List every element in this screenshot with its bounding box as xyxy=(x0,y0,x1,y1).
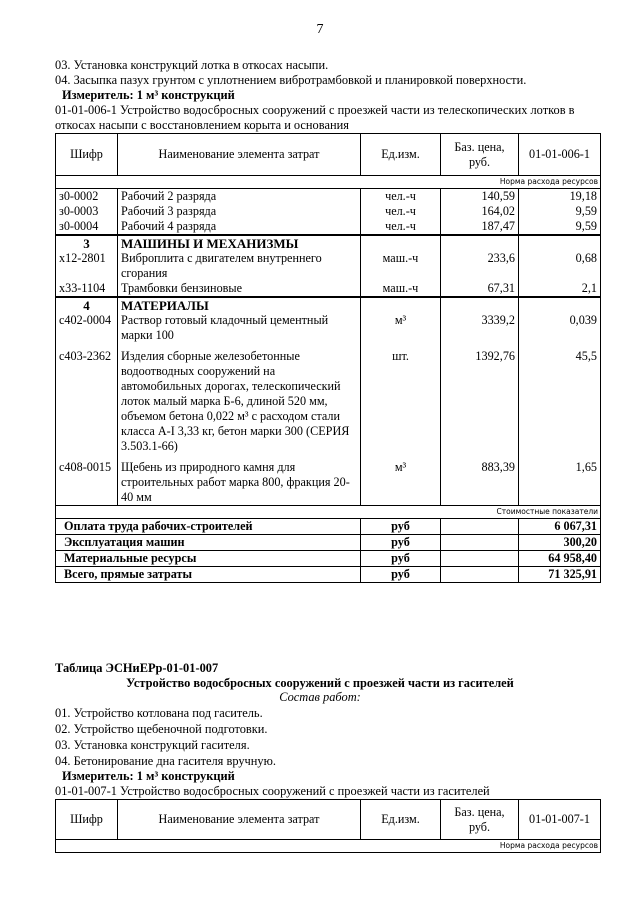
table-row xyxy=(56,349,601,460)
resource-code: с402-0004 xyxy=(56,313,118,349)
work-composition-heading: Состав работ: xyxy=(279,690,361,704)
resource-name: Изделия сборные железобетонные водоотводных сооружений на автомобильных дорогах, телескопический лоток малый марка Б-6, длиной 520 мм, объемом бетона 0,022 м³ с расходом стали класса А-I 3,33 кг, бетон марки 300 (СЕРИЯ 3.503.1-66) xyxy=(118,349,361,460)
resource-norm: 45,5 xyxy=(519,349,601,460)
section-row xyxy=(56,235,601,251)
resource-price: 233,6 xyxy=(441,251,519,281)
header-name: Наименование элемента затрат xyxy=(118,800,361,840)
section-number: 4 xyxy=(56,297,118,313)
table-row xyxy=(56,460,601,506)
total-empty xyxy=(441,519,519,535)
resource-unit: чел.-ч xyxy=(361,204,441,219)
work-item: 04. Бетонирование дна гасителя вручную. xyxy=(55,754,276,768)
total-value: 300,20 xyxy=(519,535,601,551)
resource-norm: 1,65 xyxy=(519,460,601,506)
table-row xyxy=(56,251,601,281)
total-unit: руб xyxy=(361,567,441,583)
total-name: Оплата труда рабочих-строителей xyxy=(56,519,361,535)
resource-price: 883,39 xyxy=(441,460,519,506)
resource-unit: шт. xyxy=(361,349,441,460)
total-unit: руб xyxy=(361,519,441,535)
work-item: 02. Устройство щебеночной подготовки. xyxy=(55,722,268,736)
resource-code: с403-2362 xyxy=(56,349,118,460)
table-header-row xyxy=(56,800,601,840)
total-value: 64 958,40 xyxy=(519,551,601,567)
resource-price: 1392,76 xyxy=(441,349,519,460)
table-subtitle: Устройство водосбросных сооружений с проезжей части из гасителей xyxy=(126,676,514,690)
resource-name: Виброплита с двигателем внутреннего сгорания xyxy=(118,251,361,281)
header-price: Баз. цена, руб. xyxy=(441,134,519,176)
resource-norm: 0,039 xyxy=(519,313,601,349)
total-empty xyxy=(441,567,519,583)
total-value: 71 325,91 xyxy=(519,567,601,583)
header-code: Шифр xyxy=(56,134,118,176)
measure-heading: Измеритель: 1 м³ конструкций xyxy=(62,769,235,783)
norm-code-description: 01-01-007-1 Устройство водосбросных сооружений с проезжей части из гасителей xyxy=(55,784,490,798)
resource-code: з0-0002 xyxy=(56,189,118,205)
measure-heading: Измеритель: 1 м³ конструкций xyxy=(62,88,235,102)
header-name: Наименование элемента затрат xyxy=(118,134,361,176)
header-norm: 01-01-006-1 xyxy=(519,134,601,176)
resource-norm: 9,59 xyxy=(519,204,601,219)
resource-norm: 9,59 xyxy=(519,219,601,235)
resource-price: 164,02 xyxy=(441,204,519,219)
resource-name: Рабочий 2 разряда xyxy=(118,189,361,205)
table-row xyxy=(56,313,601,349)
norm-label: Норма расхода ресурсов xyxy=(56,840,601,853)
table-row xyxy=(56,204,601,219)
resource-code: з0-0003 xyxy=(56,204,118,219)
total-row xyxy=(56,551,601,567)
header-unit: Ед.изм. xyxy=(361,134,441,176)
cost-label: Стоимостные показатели xyxy=(56,506,601,519)
work-item: 03. Установка конструкций гасителя. xyxy=(55,738,250,752)
total-empty xyxy=(441,535,519,551)
total-row xyxy=(56,535,601,551)
norm-label-row xyxy=(56,176,601,189)
norm-code-description: 01-01-006-1 Устройство водосбросных сооружений с проезжей части из телескопических лотков в xyxy=(55,103,575,117)
total-row xyxy=(56,519,601,535)
resource-table xyxy=(55,133,601,583)
work-item: 03. Установка конструкций лотка в откосах насыпи. xyxy=(55,58,329,72)
total-row xyxy=(56,567,601,583)
resource-unit: маш.-ч xyxy=(361,251,441,281)
work-item: 04. Засыпка пазух грунтом с уплотнением вибротрамбовкой и планировкой поверхности. xyxy=(55,73,527,87)
resource-price: 67,31 xyxy=(441,281,519,297)
total-name: Материальные ресурсы xyxy=(56,551,361,567)
total-empty xyxy=(441,551,519,567)
header-norm: 01-01-007-1 xyxy=(519,800,601,840)
section-number: 3 xyxy=(56,235,118,251)
total-value: 6 067,31 xyxy=(519,519,601,535)
resource-code: с408-0015 xyxy=(56,460,118,506)
resource-name: Рабочий 4 разряда xyxy=(118,219,361,235)
resource-table-2 xyxy=(55,799,601,853)
resource-code: з0-0004 xyxy=(56,219,118,235)
resource-norm: 2,1 xyxy=(519,281,601,297)
resource-code: х33-1104 xyxy=(56,281,118,297)
resource-name: Щебень из природного камня для строительных работ марка 800, фракция 20-40 мм xyxy=(118,460,361,506)
section-title: МАТЕРИАЛЫ xyxy=(118,297,361,313)
resource-price: 140,59 xyxy=(441,189,519,205)
cost-label-row xyxy=(56,506,601,519)
norm-label-row xyxy=(56,840,601,853)
resource-norm: 0,68 xyxy=(519,251,601,281)
section-row xyxy=(56,297,601,313)
resource-code: х12-2801 xyxy=(56,251,118,281)
header-code: Шифр xyxy=(56,800,118,840)
norm-label: Норма расхода ресурсов xyxy=(56,176,601,189)
total-unit: руб xyxy=(361,535,441,551)
table-row xyxy=(56,189,601,205)
total-name: Эксплуатация машин xyxy=(56,535,361,551)
resource-price: 187,47 xyxy=(441,219,519,235)
resource-name: Раствор готовый кладочный цементный марки 100 xyxy=(118,313,361,349)
table-row xyxy=(56,219,601,235)
resource-unit: маш.-ч xyxy=(361,281,441,297)
resource-norm: 19,18 xyxy=(519,189,601,205)
resource-name: Трамбовки бензиновые xyxy=(118,281,361,297)
norm-code-description-cont: откосах насыпи с восстановлением корыта и основания xyxy=(55,118,349,132)
resource-unit: м³ xyxy=(361,460,441,506)
table-header-row xyxy=(56,134,601,176)
total-name: Всего, прямые затраты xyxy=(56,567,361,583)
header-price: Баз. цена, руб. xyxy=(441,800,519,840)
resource-name: Рабочий 3 разряда xyxy=(118,204,361,219)
resource-unit: м³ xyxy=(361,313,441,349)
table-row xyxy=(56,281,601,297)
work-item: 01. Устройство котлована под гаситель. xyxy=(55,706,263,720)
resource-unit: чел.-ч xyxy=(361,189,441,205)
resource-unit: чел.-ч xyxy=(361,219,441,235)
header-unit: Ед.изм. xyxy=(361,800,441,840)
section-title: МАШИНЫ И МЕХАНИЗМЫ xyxy=(118,235,361,251)
total-unit: руб xyxy=(361,551,441,567)
resource-price: 3339,2 xyxy=(441,313,519,349)
table-title: Таблица ЭСНиЕРр-01-01-007 xyxy=(55,661,219,675)
page-number: 7 xyxy=(316,22,324,37)
